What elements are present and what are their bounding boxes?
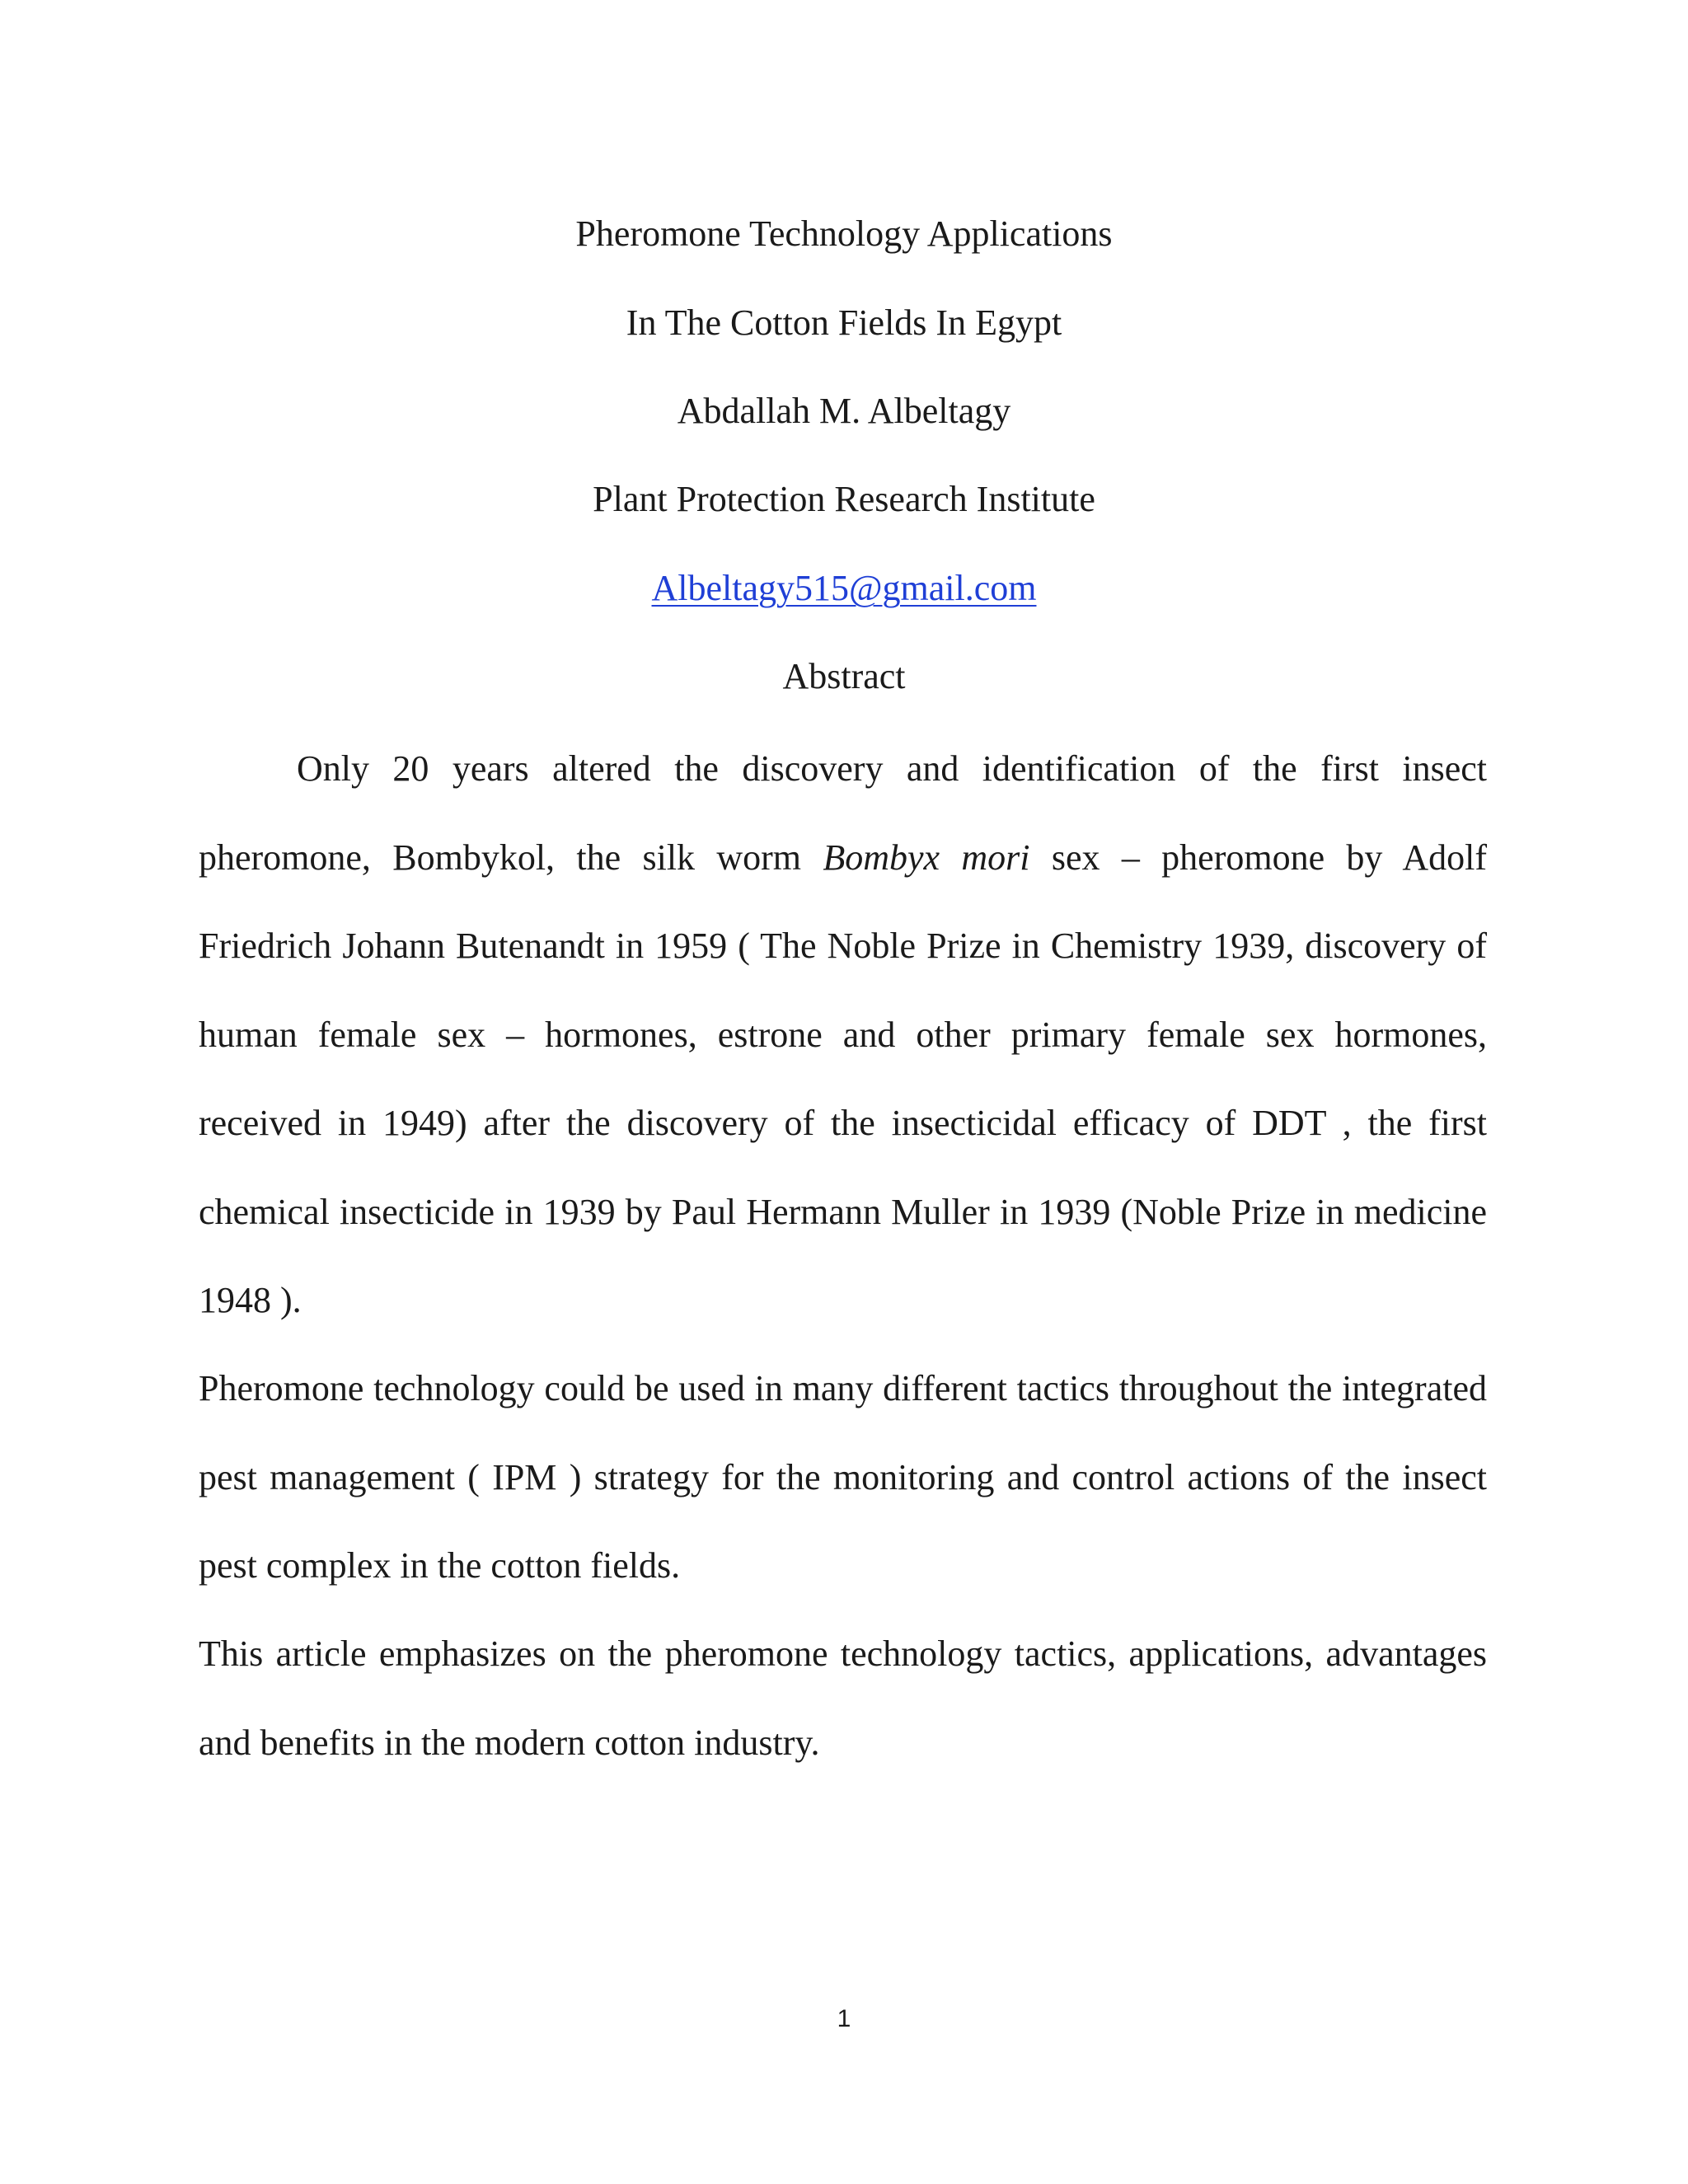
abstract-paragraph-2: Pheromone technology could be used in many different tactics throughout the integrated pest management ( IPM ) strategy for the monitoring and control actions of the insect pest complex in the cotton fields. [199,1368,1487,1586]
abstract-p1-text-a: Only 20 years altered the discovery and identification of the first insect pheromone, Bombykol, the silk worm [199,748,1487,878]
email-link[interactable]: Albeltagy515@gmail.com [651,568,1037,608]
author-name: Abdallah M. Albeltagy [677,391,1011,431]
abstract-p1-text-b: sex – pheromone by Adolf Friedrich Johann Butenandt in 1959 ( The Noble Prize in Chemistry 1939, discovery of human female sex – hormones, estrone and other primary female sex hormones, received in 1949) after the discovery of the insecticidal efficacy of DDT , the first chemical insecticide in 1939 by Paul Hermann Muller in 1939 (Noble Prize in medicine 1948 ). [199,837,1487,1320]
author-affiliation: Plant Protection Research Institute [593,479,1095,519]
title-line-2: In The Cotton Fields In Egypt [626,302,1062,343]
title-line-1: Pheromone Technology Applications [575,213,1113,254]
abstract-paragraph-1 [199,724,1487,1345]
abstract-heading: Abstract [782,656,906,696]
email-line [0,565,1688,612]
page-number: 1 [837,2005,851,2032]
species-name: Bombyx mori [823,837,1030,878]
abstract-paragraph-3: This article emphasizes on the pheromone technology tactics, applications, advantages and benefits in the modern cotton industry. [199,1633,1487,1763]
